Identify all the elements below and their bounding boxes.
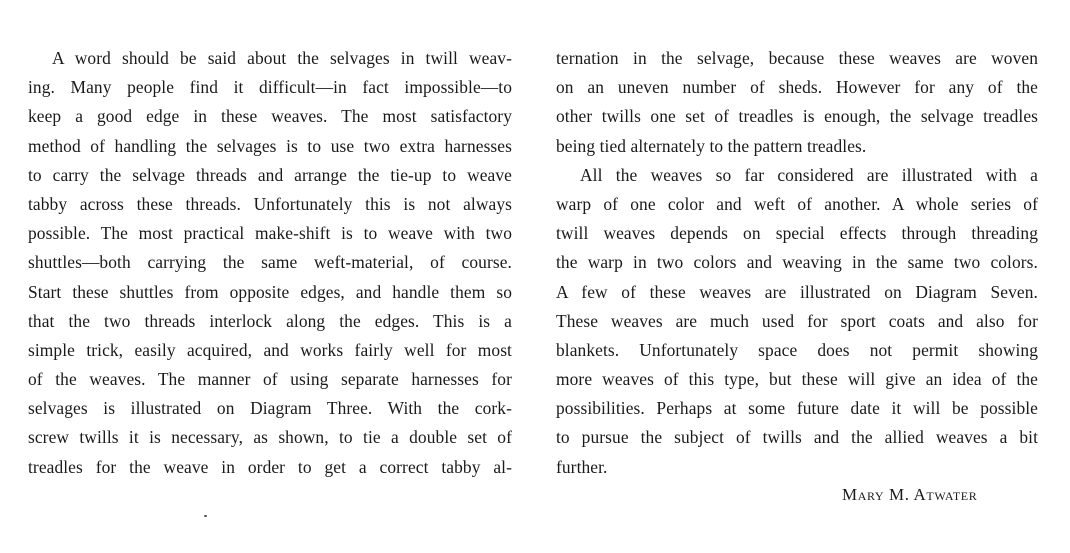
print-speck	[204, 515, 207, 517]
text-line: to pursue the subject of twills and the allied weaves a bit	[556, 427, 1038, 448]
text-line: These weaves are much used for sport coats and also for	[556, 310, 1038, 331]
right-text-column	[556, 44, 1038, 482]
text-line: being tied alternately to the pattern treadles.	[556, 135, 867, 156]
text-line: other twills one set of treadles is enough, the selvage treadles	[556, 106, 1038, 127]
text-line: tabby across these threads. Unfortunately this is not always	[28, 193, 512, 214]
text-line: selvages is illustrated on Diagram Three. With the cork-	[28, 398, 512, 419]
text-line: possible. The most practical make-shift is to weave with two	[28, 223, 512, 244]
text-line: ternation in the selvage, because these weaves are woven	[556, 48, 1038, 68]
text-line: Start these shuttles from opposite edges, and handle them so	[28, 281, 512, 302]
text-line: simple trick, easily acquired, and works fairly well for most	[28, 339, 512, 360]
author-signature: Mary M. Atwater	[842, 485, 978, 504]
text-line: twill weaves depends on special effects through threading	[556, 223, 1038, 244]
left-text-column	[28, 44, 512, 482]
text-line: further.	[556, 456, 608, 477]
text-line: more weaves of this type, but these will give an idea of the	[556, 369, 1038, 390]
text-line: blankets. Unfortunately space does not permit showing	[556, 339, 1038, 360]
text-line: to carry the selvage threads and arrange the tie-up to weave	[28, 164, 512, 185]
text-line: warp of one color and weft of another. A whole series of	[556, 193, 1038, 214]
text-line: method of handling the selvages is to use two extra harnesses	[28, 135, 512, 156]
text-line: All the weaves so far considered are illustrated with a	[580, 164, 1038, 185]
text-line: ing. Many people find it difficult—in fact impossible—to	[28, 77, 512, 98]
text-line: keep a good edge in these weaves. The most satisfactory	[28, 106, 512, 127]
text-line: that the two threads interlock along the edges. This is a	[28, 310, 512, 331]
text-line: possibilities. Perhaps at some future date it will be possible	[556, 398, 1038, 419]
text-line: the warp in two colors and weaving in the same two colors.	[556, 252, 1038, 273]
text-line: treadles for the weave in order to get a correct tabby al-	[28, 456, 512, 477]
text-line: A few of these weaves are illustrated on Diagram Seven.	[556, 281, 1038, 302]
text-line: of the weaves. The manner of using separate harnesses for	[28, 369, 512, 390]
text-line: screw twills it is necessary, as shown, to tie a double set of	[28, 427, 512, 448]
text-line: on an uneven number of sheds. However for any of the	[556, 77, 1038, 98]
text-line: A word should be said about the selvages in twill weav-	[52, 48, 512, 68]
text-line: shuttles—both carrying the same weft-material, of course.	[28, 252, 512, 273]
